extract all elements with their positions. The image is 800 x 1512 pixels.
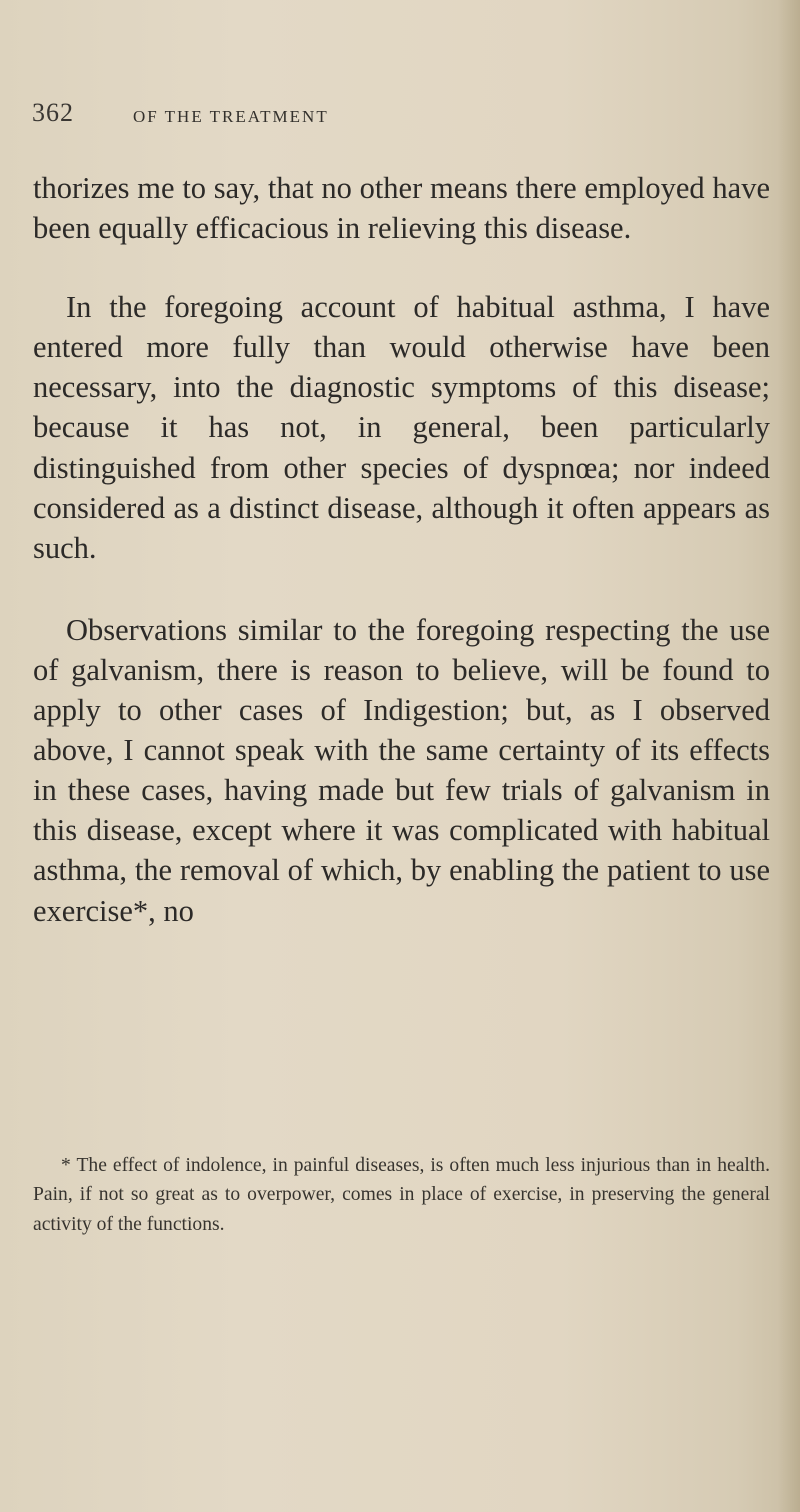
footnote: * The effect of indolence, in painful diseases, is often much less injurious than in health. Pain, if not so great as to overpower, comes in place of exercise, in preserving the general activity of the functions. (33, 1154, 770, 1235)
paragraph-continuation: thorizes me to say, that no other means there employed have been equally efficacious in relieving this disease. (33, 171, 770, 246)
body-text (33, 168, 770, 931)
paragraph-asthma-account: In the foregoing account of habitual asthma, I have entered more fully than would otherwise have been necessary, into the diagnostic symptoms of this disease; because it has not, in general, been particularly distinguished from other species of dyspnœa; nor indeed considered as a distinct disease, although it often appears as such. (33, 290, 770, 565)
paragraph-galvanism-observations: Observations similar to the foregoing respecting the use of galvanism, there is reason to believe, will be found to apply to other cases of Indigestion; but, as I observed above, I cannot speak with the same certainty of its effects in these cases, having made but few trials of galvanism in this disease, except where it was complicated with habitual asthma, the removal of which, by enabling the patient to use exercise*, no (33, 612, 770, 928)
paragraph-gap (33, 248, 770, 287)
running-title: OF THE TREATMENT (133, 107, 329, 126)
running-head (32, 98, 772, 138)
paragraph-gap (33, 568, 770, 610)
page-edge-shadow (778, 0, 800, 1512)
page-number: 362 (32, 98, 74, 127)
